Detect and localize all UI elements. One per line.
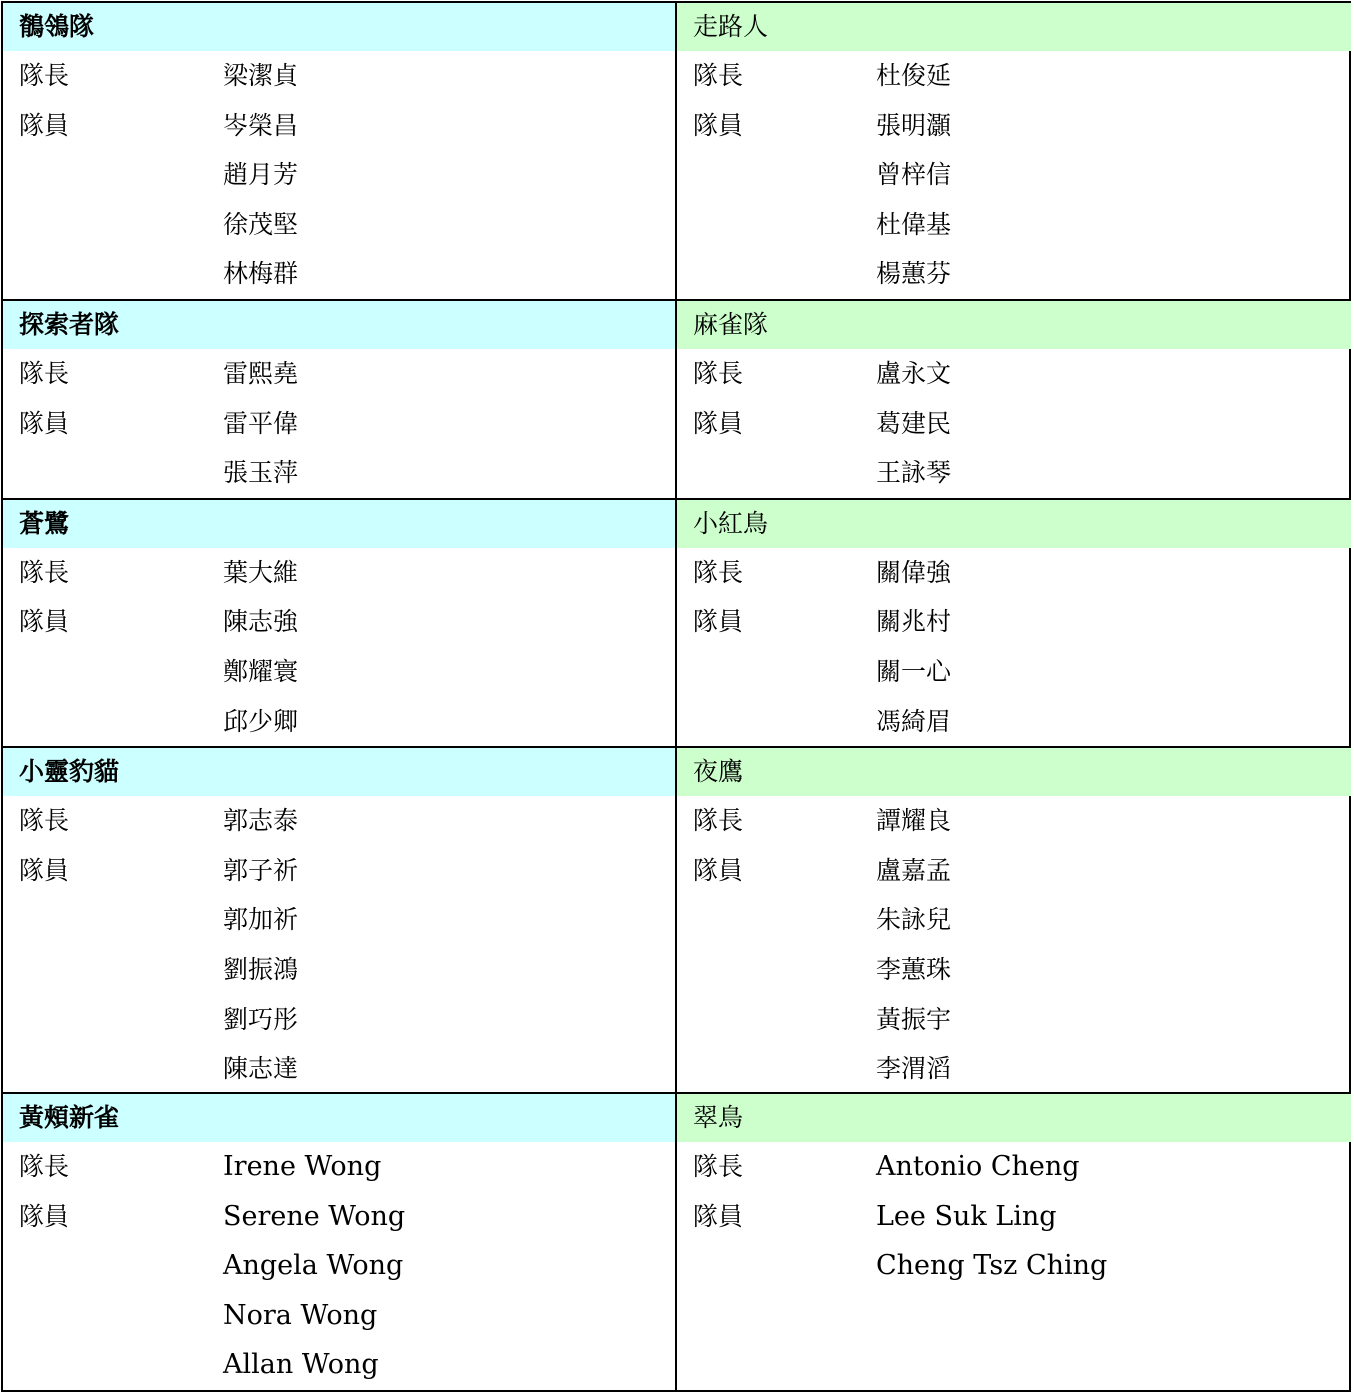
team-name: 翠鳥 [677, 1094, 1351, 1142]
member-role-label: 隊員 [693, 110, 744, 140]
member-row [677, 548, 1351, 598]
team-member-name: 林梅群 [223, 259, 299, 289]
leader-role-label: 隊長 [693, 806, 744, 836]
team-member-name: 邱少卿 [223, 706, 299, 736]
member-row [677, 448, 1351, 498]
team-member-name: 楊蕙芬 [876, 259, 952, 289]
member-row [3, 697, 675, 747]
leader-role-label: 隊長 [693, 557, 744, 587]
team-name: 走路人 [677, 3, 1351, 51]
member-role-label: 隊員 [19, 110, 70, 140]
team-name: 黃頰新雀 [3, 1094, 675, 1142]
team-member-name: 陳志強 [223, 607, 299, 637]
member-row [677, 945, 1351, 995]
member-row [677, 101, 1351, 151]
team-member-name: 杜偉基 [876, 209, 952, 239]
team-block [677, 301, 1351, 500]
team-name: 小靈豹貓 [3, 748, 675, 796]
member-row [3, 249, 675, 299]
team-block [677, 3, 1351, 301]
team-leader-name: 盧永文 [876, 358, 952, 388]
team-leader-name: Antonio Cheng [876, 1151, 1080, 1183]
member-row [677, 1044, 1351, 1094]
member-row [677, 1142, 1351, 1192]
member-role-label: 隊員 [19, 607, 70, 637]
team-block [3, 301, 677, 500]
team-leader-name: 雷熙堯 [223, 358, 299, 388]
team-member-name: 郭加祈 [223, 905, 299, 935]
team-member-name: 張明灝 [876, 110, 952, 140]
team-member-name: Serene Wong [223, 1200, 406, 1232]
team-leader-name: Irene Wong [223, 1151, 382, 1183]
team-block [3, 500, 677, 748]
leader-role-label: 隊長 [693, 358, 744, 388]
member-row [3, 1241, 675, 1291]
member-row [677, 249, 1351, 299]
team-member-name: 李蕙珠 [876, 954, 952, 984]
leader-role-label: 隊長 [19, 61, 70, 90]
member-row [677, 995, 1351, 1045]
member-row [677, 1241, 1351, 1291]
team-member-name: 鄭耀寰 [223, 656, 299, 686]
member-role-label: 隊員 [693, 408, 744, 438]
team-name: 麻雀隊 [677, 301, 1351, 349]
team-member-name: 陳志達 [223, 1054, 299, 1084]
member-row [3, 1142, 675, 1192]
team-member-name: 朱詠兒 [876, 905, 952, 935]
member-row [3, 597, 675, 647]
member-role-label: 隊員 [693, 1201, 744, 1231]
team-member-name: 關一心 [876, 656, 952, 686]
team-member-name: 李渭滔 [876, 1054, 952, 1084]
member-row [3, 399, 675, 449]
member-row [3, 945, 675, 995]
member-role-label: 隊員 [693, 855, 744, 885]
member-row [677, 399, 1351, 449]
team-member-name: 岑榮昌 [223, 110, 299, 140]
member-row [677, 597, 1351, 647]
team-member-name: Cheng Tsz Ching [876, 1250, 1108, 1282]
member-row [3, 846, 675, 896]
team-name: 蒼鷺 [3, 500, 675, 548]
member-row [677, 150, 1351, 200]
team-member-name: 盧嘉孟 [876, 855, 952, 885]
team-member-name: 馮綺眉 [876, 706, 952, 736]
team-name: 探索者隊 [3, 301, 675, 349]
member-role-label: 隊員 [19, 855, 70, 885]
member-row [3, 1192, 675, 1242]
member-row [677, 796, 1351, 846]
leader-role-label: 隊長 [19, 358, 70, 388]
team-block [3, 3, 677, 301]
team-leader-name: 郭志泰 [223, 806, 299, 836]
leader-role-label: 隊長 [19, 806, 70, 836]
leader-role-label: 隊長 [19, 1152, 70, 1182]
member-role-label: 隊員 [693, 607, 744, 637]
team-member-name: 曾梓信 [876, 160, 952, 190]
member-row [3, 548, 675, 598]
team-block [677, 500, 1351, 748]
team-member-name: 張玉萍 [223, 458, 299, 488]
member-row [677, 697, 1351, 747]
member-row [677, 647, 1351, 697]
team-member-name: Nora Wong [223, 1299, 378, 1331]
member-row [3, 1291, 675, 1341]
member-role-label: 隊員 [19, 1201, 70, 1231]
team-member-name: Angela Wong [223, 1250, 404, 1282]
team-leader-name: 梁潔貞 [223, 61, 299, 90]
member-row [677, 1192, 1351, 1242]
member-row [3, 200, 675, 250]
member-row [3, 995, 675, 1045]
leader-role-label: 隊長 [693, 1152, 744, 1182]
member-row [677, 51, 1351, 101]
member-row [677, 846, 1351, 896]
team-block [677, 748, 1351, 1094]
member-row [3, 150, 675, 200]
team-member-name: 黃振宇 [876, 1004, 952, 1034]
team-member-name: 雷平偉 [223, 408, 299, 438]
team-block [677, 1094, 1351, 1390]
member-row [677, 1291, 1351, 1341]
team-name: 鶺鴒隊 [3, 3, 675, 51]
team-member-name: 關兆村 [876, 607, 952, 637]
team-block [3, 1094, 677, 1390]
team-leader-name: 葉大維 [223, 557, 299, 587]
member-row [3, 796, 675, 846]
member-row [3, 647, 675, 697]
team-member-name: 劉巧彤 [223, 1004, 299, 1034]
member-row [677, 895, 1351, 945]
team-member-name: Allan Wong [223, 1349, 379, 1381]
member-row [677, 349, 1351, 399]
team-member-name: Lee Suk Ling [876, 1200, 1057, 1232]
team-member-name: 趙月芳 [223, 160, 299, 190]
leader-role-label: 隊長 [693, 61, 744, 90]
team-leader-name: 杜俊延 [876, 61, 952, 90]
team-name: 夜鷹 [677, 748, 1351, 796]
team-block [3, 748, 677, 1094]
teams-table [1, 1, 1351, 1392]
team-member-name: 葛建民 [876, 408, 952, 438]
member-row [3, 1044, 675, 1094]
member-row [3, 349, 675, 399]
member-row [3, 51, 675, 101]
team-name: 小紅鳥 [677, 500, 1351, 548]
team-member-name: 王詠琴 [876, 458, 952, 488]
team-member-name: 劉振鴻 [223, 954, 299, 984]
leader-role-label: 隊長 [19, 557, 70, 587]
team-member-name: 郭子祈 [223, 855, 299, 885]
member-row [3, 895, 675, 945]
member-row [677, 200, 1351, 250]
team-leader-name: 關偉強 [876, 557, 952, 587]
member-row [3, 448, 675, 498]
member-row [3, 1340, 675, 1390]
team-leader-name: 譚耀良 [876, 806, 952, 836]
member-row [3, 101, 675, 151]
member-row [677, 1340, 1351, 1390]
team-member-name: 徐茂堅 [223, 209, 299, 239]
member-role-label: 隊員 [19, 408, 70, 438]
